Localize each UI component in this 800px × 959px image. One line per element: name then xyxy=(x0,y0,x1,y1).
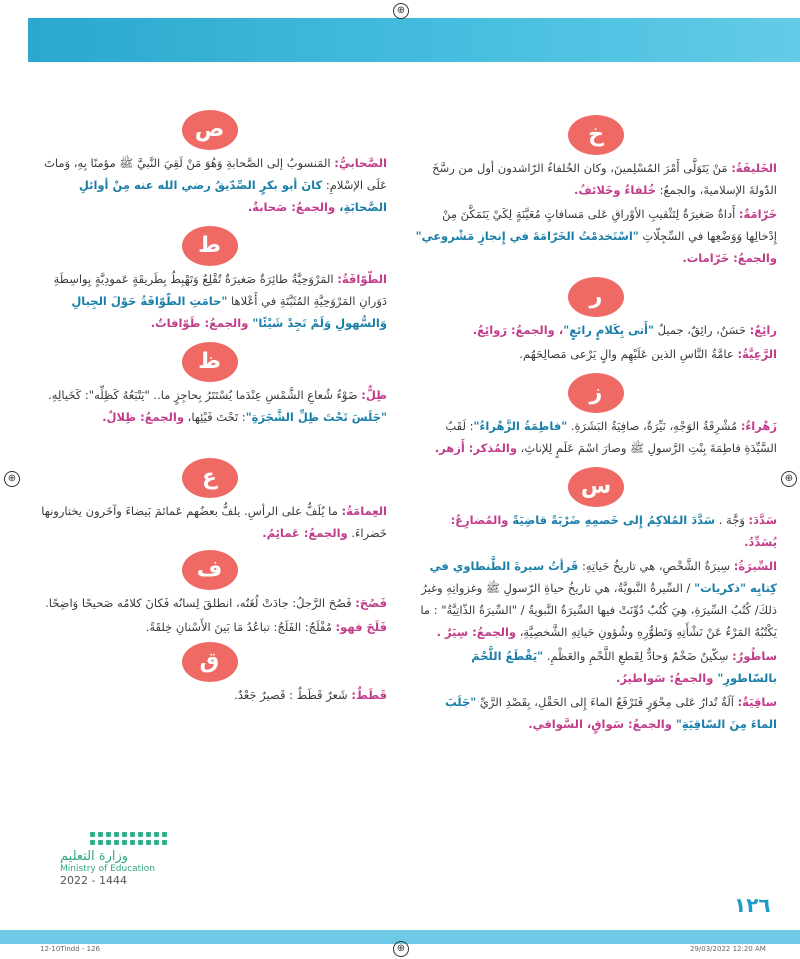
letter-section xyxy=(32,550,387,638)
letter-section xyxy=(32,110,387,218)
letter-section xyxy=(32,226,387,334)
entry-term: ساقِيَةٌ: xyxy=(737,695,777,709)
entry-quote: كانَ أبو بكرٍ الصِّدّيقُ رضي الله عنه مِنْ أوائلِ الصَّحابَةِ، xyxy=(78,178,387,214)
right-column xyxy=(415,115,777,743)
entry-term: الخَليفَةُ: xyxy=(731,161,777,175)
letter-section xyxy=(32,458,387,544)
letter-badge: خ xyxy=(568,115,624,155)
entry-quote: "اسْتَخدمْتُ الخَرّامَةَ في إِنجازِ مَشْروعي" xyxy=(415,229,639,243)
entry-text: المَرْوَحِيَّةُ طائِرَةٌ صَغيرَةٌ تُقْلِعُ وَتَهْبِطُ بِطَريقَةٍ عَمودِيَّةٍ بِواسِطَةِ دَوَرانِ المَرْوَحِيَّةِ المُثَبَّتَةِ في أَعْلاها xyxy=(53,272,387,308)
registration-mark-icon: ⊕ xyxy=(4,471,20,487)
entry-term: خَرّامَةٌ: xyxy=(738,207,777,221)
entry-text2: : لَقَبُ السَّيِّدَةِ فاطِمَةَ بِنْتِ الرَّسولِ ﷺ وصارَ اسْمَ عَلَمٍ لِلإناثِ، xyxy=(445,419,777,455)
letter-badge: ط xyxy=(182,226,238,266)
logo-dots-icon xyxy=(88,832,168,845)
entry-quote: قَرأتُ سيرةَ الطَّنطاوي في كِتابِه "ذكريات" xyxy=(429,559,777,595)
registration-mark-icon: ⊕ xyxy=(393,941,409,957)
entry-text: أَداةٌ صَغيرَةٌ لِتَثْقيبِ الأوْراقِ عَلى مَسافاتٍ مُعَيَّنَةٍ لِكَيْ يَتَمَكَّنَ مِنْ إِدْخالِها وَوَضْعِها في السِّجِلّاتِ xyxy=(442,207,777,243)
letter-badge: ص xyxy=(182,110,238,150)
entry-text2: / السِّيرةُ النَّبويَّةُ، هي تاريخُ حياةِ الرّسولِ ﷺ وغزواتِهِ وغيرُ ذلكَ/ كُتُبُ السِّيرَةِ، هِيَ كُتُبٌ دُوِّنَتْ فيها السِّيرَةُ النَّبويةُ / "السِّيرَةُ الذّاتِيَّةُ" : ما يَكْتُبُهُ المَرْءُ عَنْ نَشْأَتِهِ وَتَطوُّرِهِ وشُؤونِ حَياتِهِ الشَّخصِيَّةِ، xyxy=(420,581,777,639)
letter-badge: ر xyxy=(568,277,624,317)
glossary-entry xyxy=(415,343,777,365)
entry-quote: سَدَّدَ المُلاكِمُ إِلى خَصمِهِ ضَرْبَةً قاضِيَةً xyxy=(512,513,716,527)
glossary-entry xyxy=(32,152,387,218)
entry-term: الرَّعِيَّةُ: xyxy=(737,347,777,361)
page-number: ١٢٦ xyxy=(734,893,771,917)
logo-name-en: Ministry of Education xyxy=(60,864,155,874)
letter-section xyxy=(415,373,777,459)
glossary-entry xyxy=(415,157,777,201)
logo-year: 2022 - 1444 xyxy=(60,874,127,887)
glossary-entry xyxy=(415,415,777,459)
letter-badge: ق xyxy=(182,642,238,682)
entry-text: سِيرَةُ الشَّخْصِ، هي تاريخُ حَياتِهِ: xyxy=(578,559,734,573)
entry-text: مُشْرِقَةُ الوَجْهِ، نَيِّرَةٌ، صافِيَةُ البَشَرَةِ. xyxy=(567,419,741,433)
registration-mark-icon: ⊕ xyxy=(781,471,797,487)
entry-plural: والمُذكر: أَزهر. xyxy=(434,441,518,455)
entry-quote: "أَتى بِكَلامٍ رائعٍ" xyxy=(563,323,654,337)
glossary-entry xyxy=(32,268,387,334)
letter-section xyxy=(415,115,777,269)
entry-quote: "يَقْطَعُ اللَّحْمَ بالسّاطورِ" xyxy=(471,649,777,685)
entry-term: ساطُورٌ: xyxy=(732,649,777,663)
entry-text: شَعرٌ قَطَطٌ : قَصيرٌ جَعْدٌ. xyxy=(234,688,352,702)
entry-plural: خُلفاءُ وخَلائفُ. xyxy=(573,183,656,197)
entry-text: وَجَّهَ . xyxy=(715,513,749,527)
glossary-entry xyxy=(32,592,387,614)
glossary-entry xyxy=(415,509,777,553)
registration-mark-icon: ⊕ xyxy=(393,3,409,19)
entry-text: عامَّةُ النَّاسِ الذين عَلَيْهِم والٍ يَرْعى مَصالِحَهُم. xyxy=(519,347,738,361)
letter-badge: ف xyxy=(182,550,238,590)
entry-text: حَسَنٌ، رائِقٌ، جميلٌ xyxy=(654,323,750,337)
entry-plural: والجمعُ: طَوّافاتٌ. xyxy=(150,316,253,330)
glossary-entry xyxy=(415,555,777,643)
footer-file: 12-10Tindd - 126 xyxy=(40,945,101,953)
entry-plural: ، والجمعُ: رَوائِعُ. xyxy=(472,323,564,337)
entry-term: زَهْراءُ: xyxy=(740,419,777,433)
letter-badge: ز xyxy=(568,373,624,413)
ministry-logo xyxy=(60,832,180,887)
entry-plural: والمُضارِعُ: يُسَدِّدُ. xyxy=(450,513,777,549)
entry-plural: والجمعُ: عَمائِمُ. xyxy=(262,526,348,540)
letter-section xyxy=(415,277,777,365)
header-band xyxy=(28,18,800,62)
entry-text: سِكّينٌ ضَخْمٌ وَحادٌّ لِقَطعِ اللَّحْمِ والعَظْمِ. xyxy=(543,649,733,663)
entry-text: مُفْلَجٌ: الفَلَجُ: تباعُدُ مَا بَينَ الأَسْنانِ خِلقَةً. xyxy=(145,620,336,634)
entry-plural: والجمعُ: ظِلالٌ. xyxy=(102,410,184,424)
left-column xyxy=(32,110,387,710)
letter-badge: س xyxy=(568,467,624,507)
logo-name-ar: وزارة التعليم xyxy=(60,849,129,864)
glossary-entry xyxy=(415,203,777,269)
entry-text2: : تَحْتَ فَيْئِها، xyxy=(183,410,246,424)
glossary-entry xyxy=(415,691,777,735)
footer-date: 29/03/2022 12:20 AM xyxy=(690,945,766,953)
entry-term: فَلَجَ فهو: xyxy=(335,620,387,634)
entry-quote: "جَلَبَ الماءَ مِنَ السّاقِيَةِ" xyxy=(445,695,777,731)
entry-term: ظِلٌّ: xyxy=(361,388,387,402)
letter-badge: ظ xyxy=(182,342,238,382)
entry-term: سَدَّدَ: xyxy=(748,513,777,527)
glossary-entry xyxy=(32,684,387,706)
entry-term: الصَّحابيُّ: xyxy=(334,156,387,170)
entry-plural: والجمعُ: سِيَرٌ . xyxy=(436,625,517,639)
letter-section xyxy=(32,342,387,428)
letter-section xyxy=(32,642,387,706)
entry-text: المَنسوبُ إلى الصَّحابةِ وَهُوَ مَنْ لَقِيَ النَّبيَّ ﷺ مؤمنًا بِهِ، وَماتَ عَلَى الإسْلامِ: xyxy=(44,156,387,192)
glossary-entry xyxy=(32,384,387,428)
entry-text: مَنْ يَتَوَلَّى أَمْرَ المُسْلِمينَ، وكان الخُلفاءُ الرّاشدون أول من رسَّخَ الدّولةَ الإسلاميةَ، والجمعُ: xyxy=(432,161,777,197)
glossary-entry xyxy=(415,645,777,689)
entry-text: فَصُحَ الرَّجلُ: جادَتْ لُغَتُه، انطلقَ لِسانُه فَكانَ كلامُه صَحيحًا وَاضِحًا. xyxy=(45,596,356,610)
entry-plural: والجمعُ: سَواقٍ، السَّواقي. xyxy=(528,717,676,731)
entry-text: ضَوْءُ شُعاعِ الشَّمْسِ عِنْدَما يُسْتَتَرُ بِحاجِزٍ ما.. "يَتْبَعُهُ كَظِلِّه": كَخَيالِهِ. xyxy=(48,388,362,402)
glossary-entry xyxy=(32,616,387,638)
glossary-entry xyxy=(415,319,777,341)
entry-text: آلَةٌ تُدارُ عَلى مِحْوَرٍ فَتَرْفَعُ الماءَ إِلى الحَقْلِ، بِقَصْدِ الرَّيِّ xyxy=(476,695,738,709)
entry-term: السِّيرَةُ: xyxy=(733,559,777,573)
entry-term: رائِعٌ: xyxy=(749,323,777,337)
entry-plural: والجمعُ: صَحابةٌ. xyxy=(247,200,340,214)
entry-quote: "جَلَسَ تَحْتَ ظِلِّ الشَّجَرَةِ" xyxy=(245,410,387,424)
entry-quote: "فاطِمَةُ الزَّهْراءُ" xyxy=(473,419,568,433)
entry-term: فَصُحَ: xyxy=(355,596,387,610)
entry-term: الطّوّافَةُ: xyxy=(337,272,387,286)
glossary-entry xyxy=(32,500,387,544)
entry-text: ما يُلَفُّ على الرأسِ. يلفُّ بعضُهم عَمائمَ بَيضاءَ وآخَرون يختارونها خَضراءَ. xyxy=(41,504,387,540)
entry-term: العِمامَةُ: xyxy=(341,504,387,518)
entry-plural: والجمعُ: سَواطيرُ. xyxy=(615,671,718,685)
entry-plural: والجمعُ: خَرّامات. xyxy=(682,251,777,265)
entry-term: قَطَطٌ: xyxy=(351,688,387,702)
letter-section xyxy=(415,467,777,735)
letter-badge: ع xyxy=(182,458,238,498)
entry-quote: "حامَتِ الطّوّافَةُ حَوْلَ الجِبالِ وَالسُّهولِ وَلَمْ تَجِدْ شَيْئًا" xyxy=(71,294,387,330)
